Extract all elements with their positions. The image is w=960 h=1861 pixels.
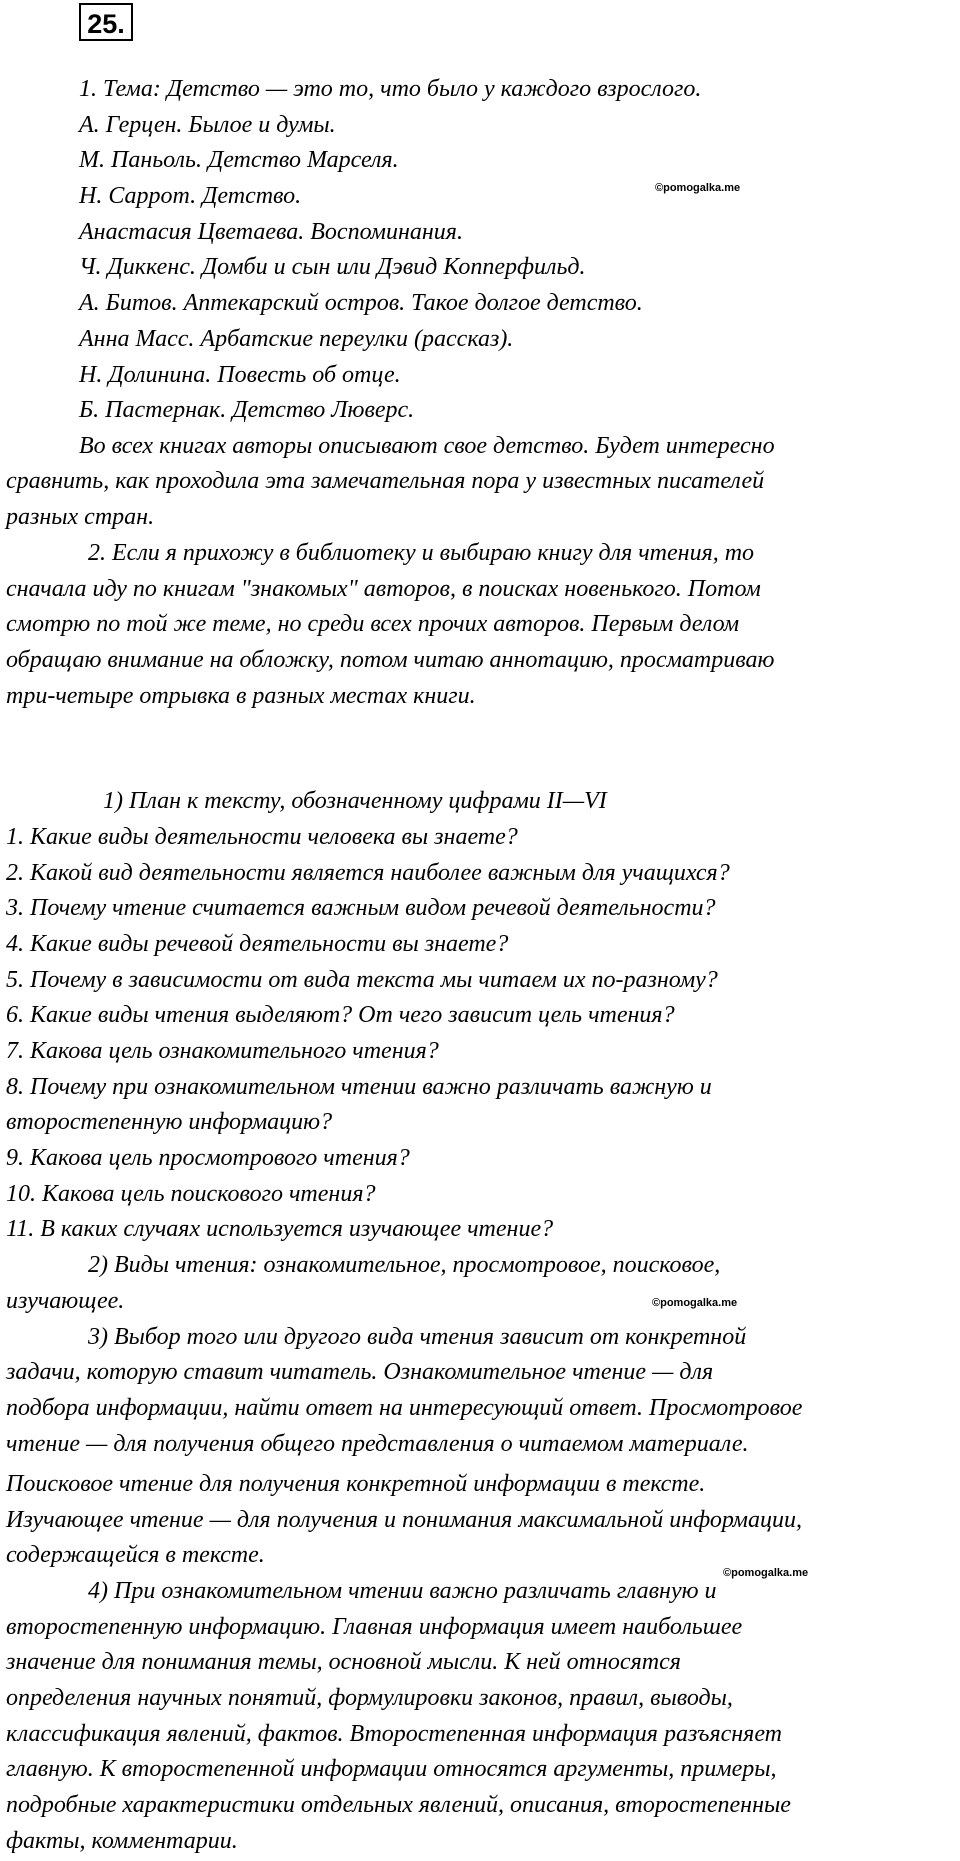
text-line: Н. Саррот. Детство. — [79, 183, 302, 209]
text-line: изучающее. — [6, 1288, 125, 1314]
text-line: А. Герцен. Былое и думы. — [79, 112, 336, 138]
text-line: три-четыре отрывка в разных местах книги. — [6, 683, 476, 709]
text-line: разных стран. — [6, 504, 155, 530]
text-line: Анна Масс. Арбатские переулки (рассказ). — [79, 326, 514, 352]
plan-item: второстепенную информацию? — [6, 1109, 333, 1135]
text-line: смотрю по той же теме, но среди всех прочих авторов. Первым делом — [6, 611, 740, 637]
plan-item: 3. Почему чтение считается важным видом речевой деятельности? — [6, 895, 716, 921]
text-line: Б. Пастернак. Детство Люверс. — [79, 397, 415, 423]
text-line: сравнить, как проходила эта замечательная пора у известных писателей — [6, 468, 765, 494]
text-line: Н. Долинина. Повесть об отце. — [79, 362, 401, 388]
plan-item: 6. Какие виды чтения выделяют? От чего зависит цель чтения? — [6, 1002, 675, 1028]
plan-item: 7. Какова цель ознакомительного чтения? — [6, 1038, 439, 1064]
text-line: М. Паньоль. Детство Марселя. — [79, 147, 399, 173]
plan-item: 10. Какова цель поискового чтения? — [6, 1181, 376, 1207]
plan-item: 2. Какой вид деятельности является наиболее важным для учащихся? — [6, 860, 730, 886]
watermark: ©pomogalka.me — [723, 1567, 809, 1579]
text-line: Изучающее чтение — для получения и понимания максимальной информации, — [6, 1507, 802, 1533]
watermark: ©pomogalka.me — [655, 182, 741, 194]
plan-item: 5. Почему в зависимости от вида текста мы читаем их по-разному? — [6, 967, 718, 993]
plan-item: 11. В каких случаях используется изучающее чтение? — [6, 1216, 554, 1242]
text-line: содержащейся в тексте. — [6, 1542, 265, 1568]
text-line: второстепенную информацию. Главная информация имеет наибольшее — [6, 1614, 743, 1640]
plan-item: 8. Почему при ознакомительном чтении важно различать важную и — [6, 1074, 712, 1100]
text-line: классификация явлений, фактов. Второстепенная информация разъясняет — [6, 1721, 782, 1747]
text-line: Анастасия Цветаева. Воспоминания. — [79, 219, 463, 245]
text-line: главную. К второстепенной информации относятся аргументы, примеры, — [6, 1756, 777, 1782]
text-line: определения научных понятий, формулировки законов, правил, выводы, — [6, 1685, 733, 1711]
text-line: 2. Если я прихожу в библиотеку и выбираю книгу для чтения, то — [88, 540, 755, 566]
text-line: сначала иду по книгам "знакомых" авторов, в поисках новенького. Потом — [6, 576, 761, 602]
text-line: задачи, которую ставит читатель. Ознакомительное чтение — для — [6, 1359, 714, 1385]
exercise-number: 25. — [79, 3, 133, 41]
text-line: факты, комментарии. — [6, 1828, 238, 1854]
text-line: чтение — для получения общего представления о читаемом материале. — [6, 1431, 749, 1457]
text-line: подробные характеристики отдельных явлений, описания, второстепенные — [6, 1792, 791, 1818]
plan-heading: 1) План к тексту, обозначенному цифрами II—VI — [103, 788, 607, 814]
text-line: подбора информации, найти ответ на интересующий ответ. Просмотровое — [6, 1395, 803, 1421]
text-line: Поисковое чтение для получения конкретной информации в тексте. — [6, 1471, 706, 1497]
text-line: 2) Виды чтения: ознакомительное, просмотровое, поисковое, — [88, 1252, 721, 1278]
text-line: значение для понимания темы, основной мысли. К ней относятся — [6, 1649, 681, 1675]
text-line: А. Битов. Аптекарский остров. Такое долгое детство. — [79, 290, 643, 316]
plan-item: 9. Какова цель просмотрового чтения? — [6, 1145, 410, 1171]
text-line: Во всех книгах авторы описывают свое детство. Будет интересно — [79, 433, 775, 459]
text-line: 4) При ознакомительном чтении важно различать главную и — [88, 1578, 717, 1604]
text-line: обращаю внимание на обложку, потом читаю аннотацию, просматриваю — [6, 647, 775, 673]
plan-item: 4. Какие виды речевой деятельности вы знаете? — [6, 931, 509, 957]
text-line: 3) Выбор того или другого вида чтения зависит от конкретной — [88, 1324, 747, 1350]
text-line: 1. Тема: Детство — это то, что было у каждого взрослого. — [79, 76, 702, 102]
watermark: ©pomogalka.me — [652, 1297, 738, 1309]
text-line: Ч. Диккенс. Домби и сын или Дэвид Копперфильд. — [79, 254, 586, 280]
plan-item: 1. Какие виды деятельности человека вы знаете? — [6, 824, 518, 850]
